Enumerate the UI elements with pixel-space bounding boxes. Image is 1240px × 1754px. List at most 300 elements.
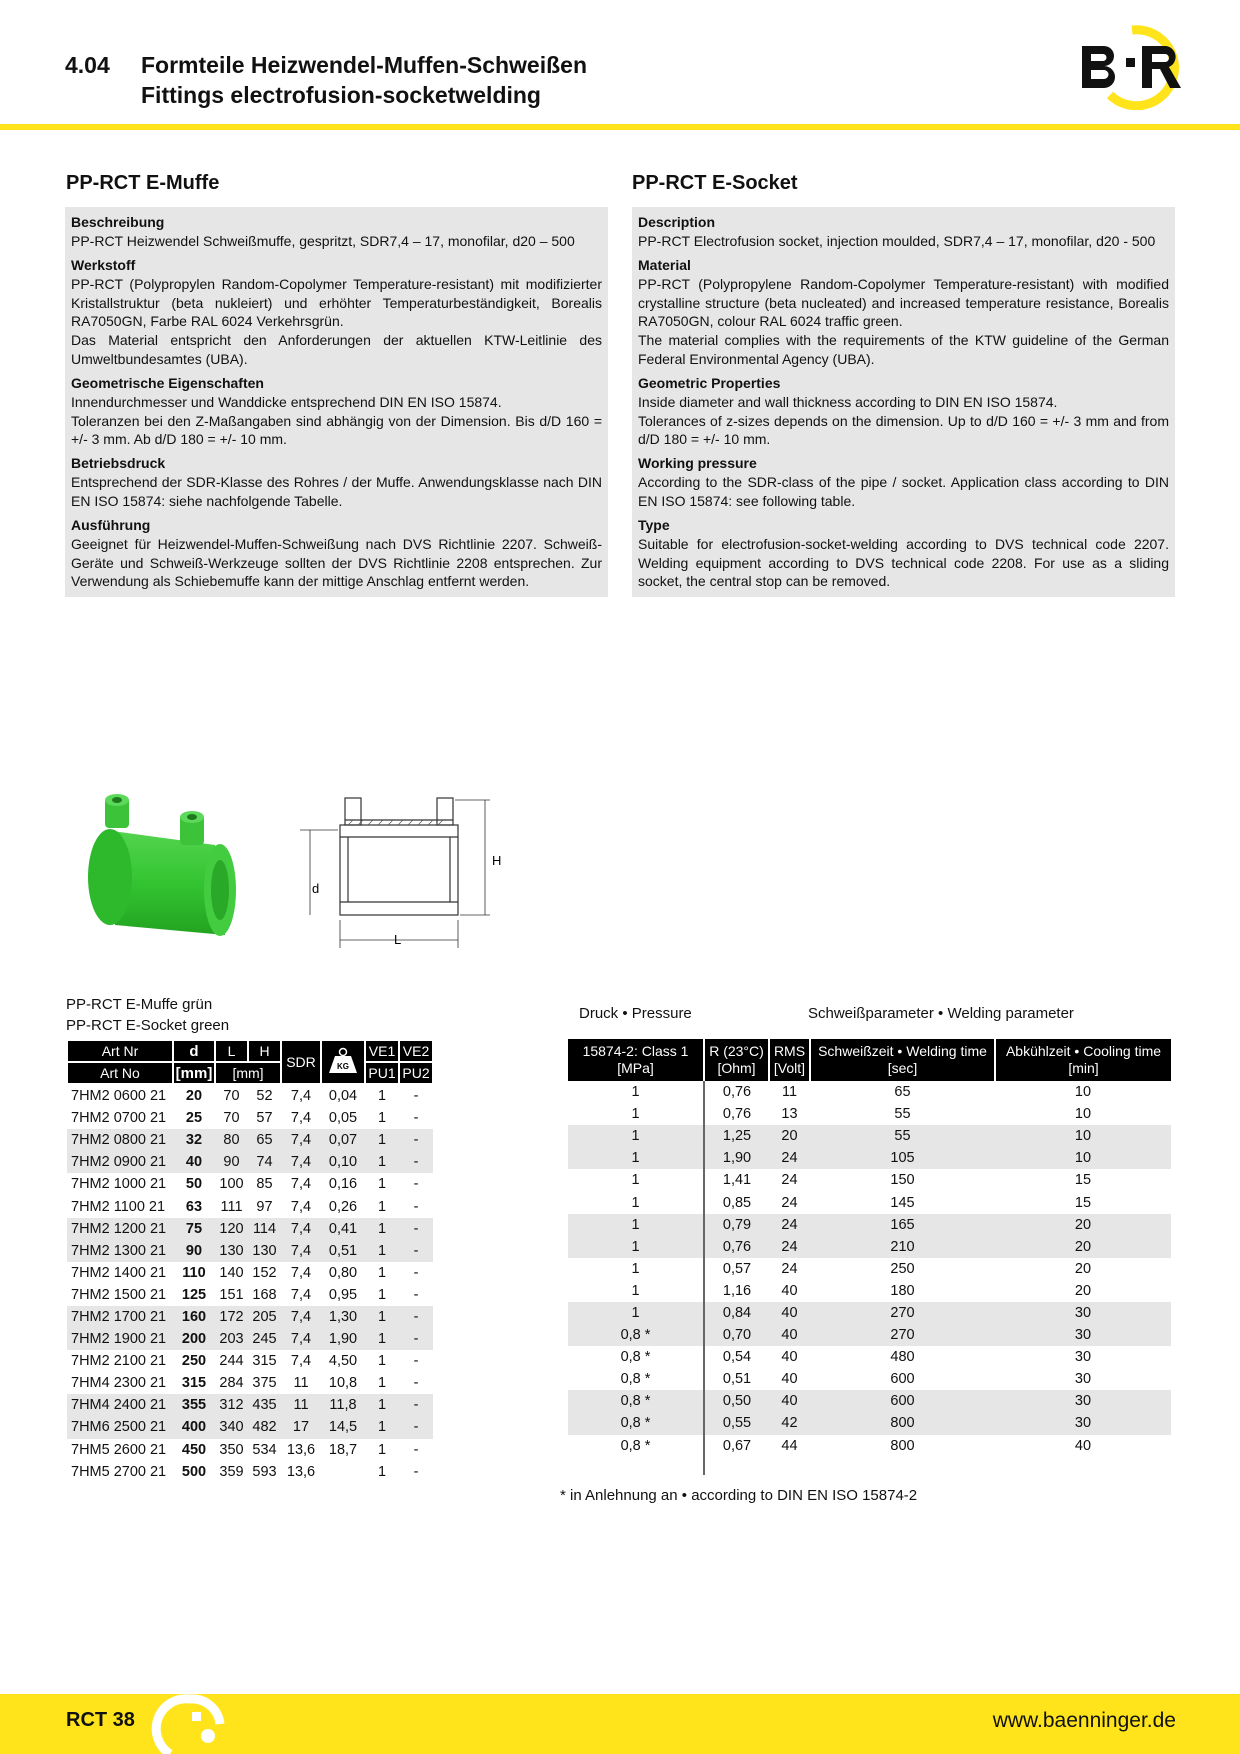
table-cell: 593 [252,1463,277,1480]
table-cell: 13,6 [286,1463,316,1480]
paragraph: Toleranzen bei den Z-Maßangaben sind abhängig von der Dimension. Bis d/D 160 = +/- 3 mm. Ab d/D 180 = +/- 10 mm. [71,412,602,448]
table-row [67,1372,433,1394]
article-table [66,1039,434,1483]
table-cell: - [413,1463,419,1480]
table-cell: 7HM2 1100 21 [71,1198,166,1215]
table-cell: 7HM2 1900 21 [67,1328,173,1350]
paragraph: Geeignet für Heizwendel-Muffen-Schweißung nach DVS Richtlinie 2207. Schweiß-Geräte und Schweiß-Werkzeuge sollten der DVS Richtlinie 2208 entsprechen. Zur Verwendung als Schiebemuffe kann der mittige Anschlag entfernt werden. [71,535,602,590]
table-cell: 7HM2 0900 21 [67,1151,173,1173]
table-row [67,1084,433,1107]
table-cell: 1 [568,1236,704,1258]
table-cell: 0,05 [328,1110,358,1127]
table-cell: 7,4 [281,1328,321,1350]
welding-table [568,1039,1171,1475]
table-cell: 17 [281,1416,321,1438]
table-cell: - [413,1375,419,1392]
header-h: H [248,1040,281,1062]
table-cell: 11 [293,1375,309,1392]
header-lh-unit: [mm] [215,1062,281,1084]
table-cell: - [413,1264,419,1281]
table-cell: 10 [995,1125,1171,1147]
table-row [568,1390,1171,1412]
caption-en: PP-RCT E-Socket green [66,1017,230,1034]
heading: Beschreibung [71,214,165,230]
table-cell: 0,55 [704,1412,769,1434]
table-row [67,1262,433,1284]
table-row [67,1284,433,1306]
table-cell: 0,10 [321,1151,365,1173]
table-cell: 1 [377,1110,387,1127]
table-cell: 55 [810,1125,995,1147]
paragraph: PP-RCT Electrofusion socket, injection moulded, SDR7,4 – 17, monofilar, d20 - 500 [638,233,1156,249]
table-cell: 13 [781,1106,798,1123]
table-cell: 1 [568,1125,704,1147]
header-d-unit: [mm] [173,1062,215,1084]
table-cell: 24 [781,1260,798,1277]
table-cell: 359 [219,1463,244,1480]
table-cell: 70 [223,1110,240,1127]
table-cell: 40 [781,1371,798,1388]
page-title-en: Fittings electrofusion-socketwelding [141,82,541,108]
table-row [568,1169,1171,1191]
table-cell: 7,4 [290,1286,312,1303]
paragraph: PP-RCT (Polypropylene Random-Copolymer Temperature-resistant) with modified crystalline structure (beta nucleated) and increased temperature resistance, Borealis RA7050GN, colour RAL 6024 traffic green. [638,275,1169,330]
product-photo [75,790,250,950]
table-cell: 57 [256,1110,273,1127]
table-cell: 152 [252,1264,277,1281]
header-artno: Art No [67,1062,173,1084]
section-number: 4.04 [65,52,110,78]
table-row [568,1103,1171,1125]
paragraph: Tolerances of z-sizes depends on the dimension. Up to d/D 160 = +/- 3 mm and from d/D 180 = +/- 10 mm. [638,412,1169,448]
table-cell: 7HM2 1500 21 [71,1286,167,1303]
table-row [568,1280,1171,1302]
heading: Working pressure [638,455,757,472]
table-cell: 13,6 [286,1441,316,1458]
table-cell: 1 [365,1394,399,1416]
table-row [568,1081,1171,1103]
table-cell: 1,41 [722,1172,752,1189]
table-row [568,1302,1171,1324]
table-cell: 315 [181,1375,207,1392]
table-cell: 1 [377,1375,387,1392]
table-cell: 7,4 [281,1129,321,1151]
header-ve1: VE1 [365,1040,399,1062]
table-row [568,1435,1171,1457]
table-cell: 480 [890,1349,915,1366]
table-cell: 20 [995,1214,1171,1236]
table-cell: 1 [365,1129,399,1151]
technical-drawing [300,790,515,950]
paragraph: PP-RCT Heizwendel Schweißmuffe, gespritzt, SDR7,4 – 17, monofilar, d20 – 500 [71,233,575,249]
table-cell: 1 [377,1198,387,1215]
header-rms: RMS [Volt] [769,1039,810,1081]
table-row [67,1173,433,1195]
table-cell: 500 [181,1463,207,1480]
heading: Geometrische Eigenschaften [71,374,264,391]
table-row [568,1412,1171,1434]
table-cell: 0,85 [722,1194,752,1211]
table-cell: 312 [215,1394,248,1416]
table-cell: 482 [248,1416,281,1438]
table-cell: - [413,1088,419,1105]
table-cell: 7,4 [290,1176,312,1193]
table-cell: 10 [1074,1084,1092,1101]
table-cell: 11 [781,1084,798,1101]
table-row [568,1258,1171,1280]
table-cell: 1 [568,1214,704,1236]
table-cell: 10 [1074,1106,1092,1123]
table-row [67,1350,433,1372]
table-cell: - [399,1328,433,1350]
table-cell: 0,76 [722,1084,752,1101]
table-cell: 74 [248,1151,281,1173]
table-cell: 40 [173,1151,215,1173]
table-cell: - [413,1286,419,1303]
drawing-label-d: d [312,881,320,896]
drawing-label-l: L [394,932,402,947]
table-cell: 400 [173,1416,215,1438]
table-cell: 1 [365,1240,399,1262]
table-cell: 50 [185,1176,203,1193]
table-cell: 24 [769,1147,810,1169]
table-cell: 140 [219,1264,244,1281]
table-cell: 1,30 [321,1306,365,1328]
header-cooling-time: Abkühlzeit • Cooling time [min] [995,1039,1171,1081]
table-cell: 7HM2 0700 21 [71,1110,167,1127]
paragraph: Innendurchmesser und Wanddicke entsprechend DIN EN ISO 15874. [71,393,502,410]
table-cell: 0,76 [704,1236,769,1258]
paragraph: Suitable for electrofusion-socket-welding according to DVS technical code 2207. Welding equipment according to DVS technical code 2208. For use as a sliding socket, the central stop can be removed. [638,535,1169,590]
pressure-label: Druck • Pressure [579,1005,692,1022]
table-cell: 0,41 [321,1218,365,1240]
table-cell: 600 [810,1390,995,1412]
table-row [67,1218,433,1240]
heading: Ausführung [71,516,151,533]
table-cell: 24 [769,1214,810,1236]
table-cell: 600 [890,1371,915,1388]
table-cell: 30 [995,1302,1171,1324]
paragraph: According to the SDR-class of the pipe / socket. Application class according to DIN EN ISO 15874: see following table. [638,474,1169,509]
table-cell: 10,8 [328,1375,358,1392]
welding-parameter-label: Schweißparameter • Welding parameter [808,1005,1074,1022]
table-cell: 32 [173,1129,215,1151]
table-cell: 130 [248,1240,281,1262]
table-cell: 800 [890,1437,915,1454]
table-cell: 40 [769,1390,810,1412]
table-cell: 0,8 * [568,1435,704,1457]
table-cell: 42 [769,1412,810,1434]
table-cell: 90 [173,1240,215,1262]
header-weight [321,1040,365,1084]
table-cell: 7,4 [281,1306,321,1328]
section-title-de: PP-RCT E-Muffe [66,172,220,194]
heading: Geometric Properties [638,374,781,391]
table-cell: 20 [185,1088,203,1105]
table-cell: 200 [173,1328,215,1350]
table-cell: 20 [995,1236,1171,1258]
website-link[interactable]: www.baenninger.de [992,1709,1176,1732]
table-row [568,1236,1171,1258]
table-cell: 250 [890,1260,915,1277]
table-cell: 7HM2 1700 21 [67,1306,173,1328]
table-cell: 7,4 [290,1198,312,1215]
table-row [568,1346,1171,1368]
table-cell: 1 [568,1302,704,1324]
table-row [67,1107,433,1129]
header-pu2: PU2 [399,1062,433,1084]
table-cell: 1 [568,1147,704,1169]
table-cell: 0,26 [328,1198,358,1215]
table-cell: 30 [995,1412,1171,1434]
table-cell: 168 [252,1286,277,1303]
table-cell: 284 [219,1375,244,1392]
table-spacer [568,1457,1171,1475]
table-cell: 0,76 [722,1106,752,1123]
table-cell: 7,4 [281,1240,321,1262]
table-cell: - [413,1110,419,1127]
table-cell: - [399,1306,433,1328]
table-cell: - [413,1353,419,1370]
table-cell: 40 [769,1302,810,1324]
table-cell: 450 [181,1441,207,1458]
table-row [568,1191,1171,1213]
table-cell: 7,4 [290,1110,312,1127]
table-cell: 350 [219,1441,244,1458]
paragraph: Das Material entspricht den Anforderungen der aktuellen KTW-Leitlinie des Umweltbundesamtes (UBA). [71,332,602,367]
table-cell: 7HM2 0600 21 [71,1088,167,1105]
table-cell: 1 [365,1306,399,1328]
table-cell: 0,8 * [568,1412,704,1434]
heading: Betriebsdruck [71,455,166,472]
table-cell: 55 [894,1106,911,1123]
paragraph: PP-RCT (Polypropylen Random-Copolymer Temperature-resistant) mit modifizierter Kristallstruktur (beta nukleiert) und erhöhter Temperaturbeständigkeit, Borealis RA7050GN, Farbe RAL 6024 Verkehrsgrün. [71,275,602,330]
paragraph: Inside diameter and wall thickness according to DIN EN ISO 15874. [638,393,1058,410]
table-cell: 205 [248,1306,281,1328]
table-row [67,1394,433,1416]
table-cell: 250 [181,1353,207,1370]
table-cell: 270 [810,1324,995,1346]
table-cell: 65 [248,1129,281,1151]
table-cell: 1 [365,1416,399,1438]
table-cell: 244 [219,1353,244,1370]
header-resistance: R (23°C) [Ohm] [704,1039,769,1081]
table-cell: 245 [248,1328,281,1350]
description-de [65,207,608,597]
table-cell: 7HM2 2100 21 [71,1353,167,1370]
table-cell: - [413,1176,419,1193]
table-cell: 100 [219,1176,244,1193]
table-cell: 7HM2 1300 21 [67,1240,173,1262]
table-cell [321,1461,365,1483]
table-cell: 111 [220,1198,243,1215]
table-cell: 65 [894,1084,911,1101]
svg-text:KG: KG [337,1061,349,1071]
table-cell: 1 [568,1280,704,1302]
table-cell: 1 [377,1088,387,1105]
table-row [568,1324,1171,1346]
table-cell: 25 [185,1110,203,1127]
table-cell: 30 [995,1324,1171,1346]
table-row [67,1195,433,1217]
table-cell: 7,4 [290,1353,312,1370]
header-l: L [215,1040,248,1062]
table-cell: 120 [215,1218,248,1240]
table-cell: 270 [810,1302,995,1324]
table-row [67,1240,433,1262]
page-number: RCT 38 [66,1709,135,1731]
table-cell: 1 [377,1441,387,1458]
table-cell: 0,54 [722,1349,752,1366]
table-cell: 7HM5 2600 21 [71,1441,167,1458]
table-cell: 7HM4 2400 21 [67,1394,173,1416]
table-cell: 7HM2 1200 21 [67,1218,173,1240]
table-cell: 150 [890,1172,915,1189]
table-cell: 97 [256,1198,273,1215]
table-cell: 1,90 [321,1328,365,1350]
table-cell: 1 [377,1286,387,1303]
heading: Werkstoff [71,256,136,273]
table-cell: 14,5 [321,1416,365,1438]
footnote: * in Anlehnung an • according to DIN EN ISO 15874-2 [560,1487,918,1504]
table-cell: - [399,1218,433,1240]
table-row [67,1306,433,1328]
table-cell: 114 [248,1218,281,1240]
heading: Material [638,256,691,273]
table-cell: 30 [1074,1371,1092,1388]
table-cell: 40 [1074,1437,1092,1454]
table-cell: 0,8 * [568,1368,704,1390]
caption-de: PP-RCT E-Muffe grün [66,996,213,1013]
table-cell: 1 [568,1103,704,1125]
table-cell: 80 [215,1129,248,1151]
table-cell: 145 [890,1194,915,1211]
table-cell: 1 [377,1176,387,1193]
table-cell: - [399,1151,433,1173]
table-cell: 1 [365,1151,399,1173]
table-cell: 340 [215,1416,248,1438]
table-cell: 105 [810,1147,995,1169]
table-cell: - [399,1129,433,1151]
table-cell: 0,84 [704,1302,769,1324]
table-row [568,1125,1171,1147]
table-cell: 30 [1074,1349,1092,1366]
paragraph: The material complies with the requirements of the KTW guideline of the German Federal Environmental Agency (UBA). [638,332,1169,367]
table-cell: 0,95 [328,1286,358,1303]
table-row [67,1439,433,1461]
table-row [568,1147,1171,1169]
table-cell: 15 [1074,1172,1092,1189]
table-cell: 7HM2 0800 21 [67,1129,173,1151]
table-cell: 7HM2 1000 21 [71,1176,167,1193]
table-row [67,1328,433,1350]
table-cell: 0,07 [321,1129,365,1151]
table-cell: 24 [781,1194,798,1211]
table-cell: 1 [568,1191,704,1213]
weight-icon [326,1047,360,1075]
table-cell: 800 [810,1412,995,1434]
table-cell: 11 [281,1394,321,1416]
table-cell: 30 [995,1390,1171,1412]
table-cell: 75 [173,1218,215,1240]
table-cell: - [399,1416,433,1438]
table-cell: 1 [377,1463,387,1480]
table-cell: 435 [248,1394,281,1416]
table-cell: 0,67 [722,1437,752,1454]
header-divider [0,124,1240,130]
table-cell: 18,7 [328,1441,358,1458]
table-cell: 70 [223,1088,240,1105]
table-cell: 10 [995,1147,1171,1169]
table-cell: 1 [568,1258,704,1280]
table-cell: - [399,1394,433,1416]
table-cell: 44 [781,1437,798,1454]
table-cell: 1 [568,1169,704,1191]
table-cell: 0,79 [704,1214,769,1236]
table-cell: - [413,1198,419,1215]
table-cell: 355 [173,1394,215,1416]
table-cell: 1 [568,1081,704,1103]
table-cell: 0,8 * [568,1324,704,1346]
table-cell: 375 [252,1375,277,1392]
header-welding-time: Schweißzeit • Welding time [sec] [810,1039,995,1081]
header-artnr: Art Nr [67,1040,173,1062]
table-cell: 210 [810,1236,995,1258]
table-cell: 1 [365,1218,399,1240]
header-ve2: VE2 [399,1040,433,1062]
table-cell: 15 [1074,1194,1092,1211]
table-cell: 0,51 [722,1371,752,1388]
table-cell: 7HM5 2700 21 [71,1463,167,1480]
table-cell: 160 [173,1306,215,1328]
table-cell: 0,04 [328,1088,358,1105]
table-cell: 4,50 [328,1353,358,1370]
page-title-de: Formteile Heizwendel-Muffen-Schweißen [141,52,587,78]
table-row [67,1151,433,1173]
header-d: d [173,1040,215,1062]
br-logo [1082,20,1192,110]
heading: Description [638,214,716,230]
table-cell: 7,4 [290,1264,312,1281]
table-row [67,1461,433,1483]
table-cell: - [399,1240,433,1262]
table-cell: 0,8 * [568,1390,704,1412]
table-cell: 85 [256,1176,273,1193]
table-cell: 24 [781,1172,798,1189]
table-cell: 7HM6 2500 21 [67,1416,173,1438]
table-cell: 0,50 [704,1390,769,1412]
table-cell: 125 [181,1286,207,1303]
table-cell: 0,16 [328,1176,358,1193]
table-cell: 52 [256,1088,273,1105]
br-footer-logo [150,1694,230,1754]
table-cell: 20 [769,1125,810,1147]
table-cell: 1 [377,1264,387,1281]
table-cell: 1,25 [704,1125,769,1147]
table-cell: 11,8 [321,1394,365,1416]
table-cell: 151 [219,1286,244,1303]
table-cell: 315 [252,1353,277,1370]
table-cell: 172 [215,1306,248,1328]
table-cell: 0,57 [722,1260,752,1277]
table-cell: 7HM2 1400 21 [71,1264,167,1281]
table-cell: 20 [1074,1260,1092,1277]
header-pu1: PU1 [365,1062,399,1084]
table-cell: 63 [185,1198,203,1215]
table-cell: 7HM4 2300 21 [71,1375,167,1392]
table-cell: 0,51 [321,1240,365,1262]
table-row [568,1214,1171,1236]
